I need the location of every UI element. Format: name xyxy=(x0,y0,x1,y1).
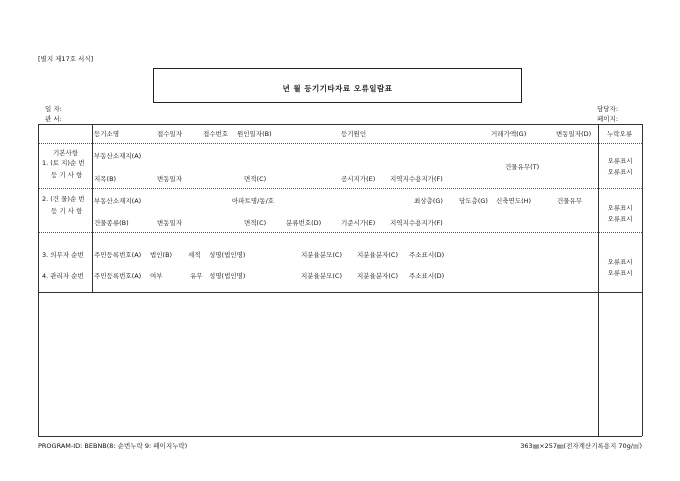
land-regional-price-field: 지역지수용지가(F) xyxy=(390,175,443,183)
building-error-mark-2: 오류표시 xyxy=(607,215,633,223)
date-label: 일 자: xyxy=(45,105,62,113)
manager-id-field: 주민등록번호(A) xyxy=(94,272,142,280)
land-building-flag-field: 건물유무(T) xyxy=(505,163,540,171)
land-error-mark-2: 오류표시 xyxy=(607,168,633,176)
office-label: 관 서: xyxy=(45,115,62,123)
obligor-name-field: 성명(법인명) xyxy=(209,251,246,259)
paper-spec: 363㎜×257㎜(전자계산기록용지 70g/㎡) xyxy=(520,442,642,450)
col-header-receipt-date: 접수일자 xyxy=(157,130,183,138)
building-top-floor-field: 최상층(G) xyxy=(414,197,443,205)
building-registry-label: 등 기 사 항 xyxy=(51,207,83,215)
col-header-cause-date: 원인일자(B) xyxy=(237,130,272,138)
col-header-change-date: 변동일자(D) xyxy=(556,130,592,138)
persons-error-mark-1: 오류표시 xyxy=(607,258,633,266)
manager-flag-field: 여부 xyxy=(150,272,163,280)
obligor-label: 3. 의무자 순번 xyxy=(42,251,84,259)
building-class-no-field: 분류번호(D) xyxy=(286,219,322,227)
obligor-share-numerator-field: 지분율분자(C) xyxy=(357,251,399,259)
manager-address-field: 주소표시(D) xyxy=(409,272,445,280)
building-type-field: 건물종류(B) xyxy=(94,219,129,227)
building-regional-price-field: 지역지수용지가(F) xyxy=(390,219,443,227)
table-bottom-border xyxy=(38,436,642,437)
header-divider xyxy=(38,143,642,144)
col-header-price: 거래가액(G) xyxy=(491,130,527,138)
manager-seq-label: 4. 관리자 순번 xyxy=(42,272,84,280)
land-location-field: 부동산소재지(A) xyxy=(94,152,142,160)
building-apartment-field: 아파트명/동/호 xyxy=(232,197,275,205)
manager-name-field: 성명(법인명) xyxy=(209,272,246,280)
manager-exists-field: 유무 xyxy=(190,272,203,280)
manager-share-numerator-field: 지분율분자(C) xyxy=(357,272,399,280)
col-header-receipt-no: 접수번호 xyxy=(203,130,229,138)
col-header-omission-error: 누락오류 xyxy=(607,130,633,138)
basic-items-label: 기본사항 xyxy=(53,149,79,157)
persons-divider xyxy=(38,292,642,293)
obligor-address-field: 주소표시(D) xyxy=(409,251,445,259)
table-top-border xyxy=(38,124,642,125)
land-error-mark-1: 오류표시 xyxy=(607,157,633,165)
land-section-label: 1. (토 지)순 번 xyxy=(42,159,85,167)
building-base-price-field: 기준시가(E) xyxy=(341,219,376,227)
land-area-field: 면적(C) xyxy=(244,175,267,183)
building-floor-field: 당도층(G) xyxy=(459,197,488,205)
program-id: PROGRAM-ID: BEBNB(8: 순번누락 9: 페이지누락) xyxy=(38,442,188,450)
persons-error-mark-2: 오류표시 xyxy=(607,269,633,277)
col-header-office: 등기소명 xyxy=(94,130,120,138)
form-number: [별지 제17호 서식] xyxy=(38,55,94,63)
land-divider xyxy=(38,188,642,189)
page-title: 년 월 등기기타자료 오류일람표 xyxy=(282,84,393,93)
left-border xyxy=(38,124,39,436)
building-exists-field: 건물유무 xyxy=(557,197,583,205)
land-category-field: 지목(B) xyxy=(94,175,117,183)
building-location-field: 부동산소재지(A) xyxy=(94,197,142,205)
building-year-field: 신축연도(H) xyxy=(496,197,532,205)
land-registry-label: 등 기 사 항 xyxy=(51,171,83,179)
manager-share-denominator-field: 지분율분모(C) xyxy=(301,272,343,280)
building-error-mark-1: 오류표시 xyxy=(607,204,633,212)
manager-label: 담당자: xyxy=(597,105,619,113)
right-border xyxy=(642,124,643,436)
obligor-corp-field: 법인(B) xyxy=(150,251,173,259)
title-box xyxy=(153,68,522,103)
obligor-share-denominator-field: 지분율분모(C) xyxy=(301,251,343,259)
building-section-label: 2. (건 물)순 번 xyxy=(42,195,85,203)
obligor-id-field: 주민등록번호(A) xyxy=(94,251,142,259)
building-change-date-field: 변동일자 xyxy=(157,219,183,227)
land-public-price-field: 공시지가(E) xyxy=(341,175,376,183)
label-column-border xyxy=(92,124,93,292)
col-header-cause: 등기원인 xyxy=(341,130,367,138)
land-change-date-field: 변동일자 xyxy=(157,175,183,183)
building-divider xyxy=(38,232,642,233)
building-area-field: 면적(C) xyxy=(244,219,267,227)
obligor-nationality-field: 세적 xyxy=(188,251,201,259)
page-label: 페이지: xyxy=(597,115,619,123)
